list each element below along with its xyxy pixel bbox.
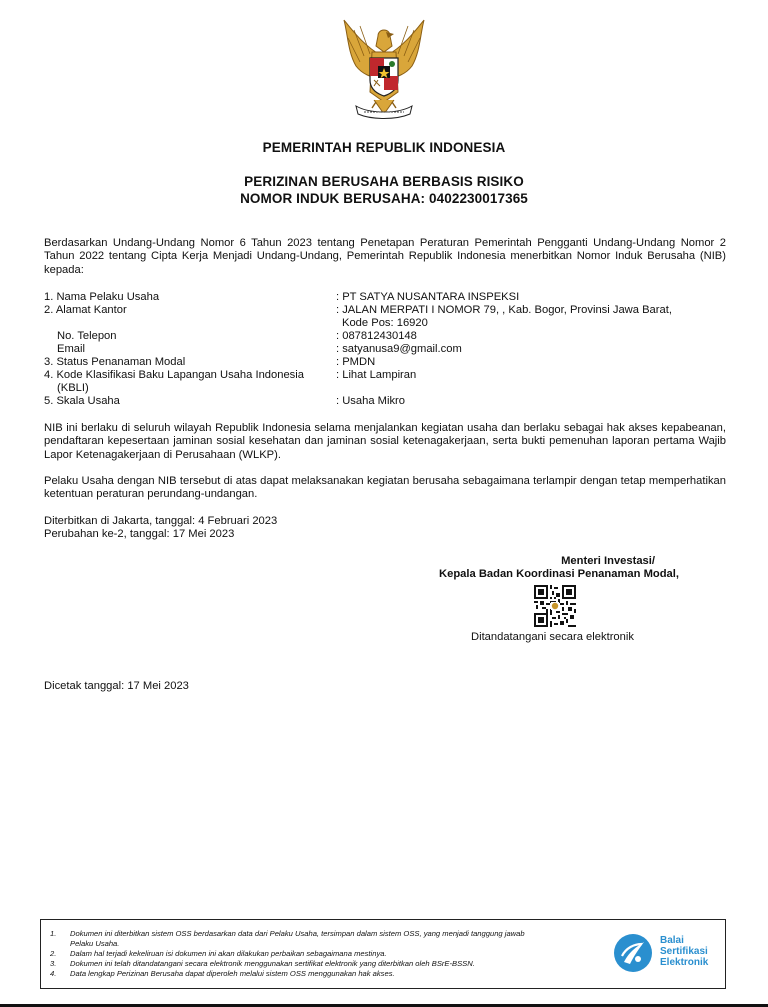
note-text: Pelaku Usaha. xyxy=(70,939,120,948)
email-value: : satyanusa9@gmail.com xyxy=(336,343,462,355)
skala-label: 5. Skala Usaha xyxy=(44,395,120,407)
telepon-value: : 087812430148 xyxy=(336,330,417,342)
kbli-label-abbr: (KBLI) xyxy=(57,382,89,394)
nib-number-heading: NOMOR INDUK BERUSAHA: 0402230017365 xyxy=(240,191,528,206)
bse-logo-line1: Balai xyxy=(660,935,684,946)
skala-value: : Usaha Mikro xyxy=(336,395,406,407)
alamat-label: 2. Alamat Kantor xyxy=(44,304,127,316)
electronic-signature-note: Ditandatangani secara elektronik xyxy=(471,631,634,643)
revision-date: Perubahan ke-2, tanggal: 17 Mei 2023 xyxy=(44,528,235,540)
bse-logo-line2: Sertifikasi xyxy=(660,946,708,957)
bse-logo-line3: Elektronik xyxy=(660,957,709,968)
note-number: 4. xyxy=(50,969,57,978)
signatory-office: Kepala Badan Koordinasi Penanaman Modal, xyxy=(439,568,679,580)
permission-paragraph: Pelaku Usaha dengan NIB tersebut di atas dapat melaksanakan kegiatan berusaha sebagaimana terlampir dengan tetap memperhatikan ketentuan peraturan perundang-undangan. xyxy=(44,475,726,501)
intro-paragraph: Berdasarkan Undang-Undang Nomor 6 Tahun 2023 tentang Penetapan Peraturan Pemerintah Pengganti Undang-Undang Nomor 2 Tahun 2022 tentang Cipta Kerja Menjadi Undang-Undang, Pemerintah Republik Indonesia menerbitkan Nomor Induk Berusaha (NIB) kepada: xyxy=(44,237,726,276)
note-text: Dokumen ini diterbitkan sistem OSS berdasarkan data dari Pelaku Usaha, tersimpan dalam sistem OSS, yang menjadi tanggung jawab xyxy=(70,929,525,938)
note-text: Dokumen ini telah ditandatangani secara elektronik menggunakan sertifikat elektronik yang diterbitkan oleh BSrE-BSSN. xyxy=(70,959,475,968)
note-number: 1. xyxy=(50,929,57,938)
signatory-title: Menteri Investasi/ xyxy=(561,555,655,567)
note-text: Data lengkap Perizinan Berusaha dapat diperoleh melalui sistem OSS menggunakan hak akses. xyxy=(70,969,395,978)
note-text: Dalam hal terjadi kekeliruan isi dokumen ini akan dilakukan perbaikan sebagaimana mestinya. xyxy=(70,949,387,958)
validity-paragraph: NIB ini berlaku di seluruh wilayah Republik Indonesia selama menjalankan kegiatan usaha dan berlaku sebagai hak akses kepabeanan, pendaftaran kepesertaan jaminan sosial kesehatan dan jaminan sosial ketenagakerjaan, serta bukti pemenuhan laporan pertama Wajib Lapor Ketenagakerjaan di Perusahaan (WLKP). xyxy=(44,422,726,461)
nama-label: 1. Nama Pelaku Usaha xyxy=(44,291,160,303)
printed-date: Dicetak tanggal: 17 Mei 2023 xyxy=(44,680,189,692)
status-value: : PMDN xyxy=(336,356,376,368)
telepon-label: No. Telepon xyxy=(57,330,117,342)
email-label: Email xyxy=(57,343,85,355)
garuda-pancasila-emblem xyxy=(334,16,434,122)
government-heading: PEMERINTAH REPUBLIK INDONESIA xyxy=(262,140,506,155)
alamat-value: : JALAN MERPATI I NOMOR 79, , Kab. Bogor, Provinsi Jawa Barat, xyxy=(336,304,672,316)
bse-logo-icon xyxy=(612,932,654,974)
kbli-value: : Lihat Lampiran xyxy=(336,369,417,381)
status-label: 3. Status Penanaman Modal xyxy=(44,356,186,368)
kbli-label: 4. Kode Klasifikasi Baku Lapangan Usaha Indonesia xyxy=(44,369,304,381)
issued-date: Diterbitkan di Jakarta, tanggal: 4 Februari 2023 xyxy=(44,515,278,527)
alamat-kodepos: Kode Pos: 16920 xyxy=(342,317,428,329)
note-number: 3. xyxy=(50,959,57,968)
document-title: PERIZINAN BERUSAHA BERBASIS RISIKO xyxy=(244,174,524,189)
nama-value: : PT SATYA NUSANTARA INSPEKSI xyxy=(336,291,520,303)
note-number: 2. xyxy=(50,949,57,958)
qr-code-icon xyxy=(534,585,576,627)
